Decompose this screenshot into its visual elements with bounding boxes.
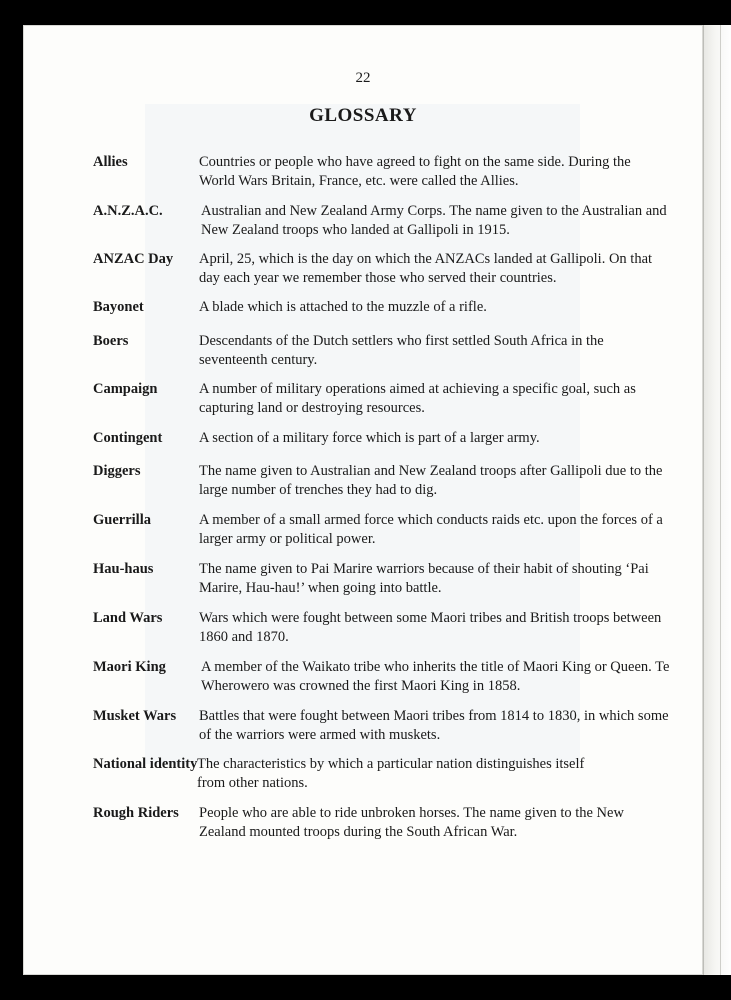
glossary-definition: Descendants of the Dutch settlers who first settled South Africa in the seventeenth century. bbox=[199, 333, 604, 368]
glossary-definition: Battles that were fought between Maori tribes from 1814 to 1830, in which some of the warriors were armed with muskets. bbox=[199, 708, 669, 743]
glossary-definition: Wars which were fought between some Maori tribes and British troops between 1860 and 1870. bbox=[199, 610, 662, 645]
glossary-term: Guerrilla bbox=[93, 512, 151, 528]
glossary-term: ANZAC Day bbox=[93, 251, 174, 267]
glossary-definition: A blade which is attached to the muzzle of a rifle. bbox=[199, 299, 487, 315]
glossary-definition: A member of a small armed force which conducts raids etc. upon the forces of a larger army or political power. bbox=[199, 512, 663, 547]
glossary-definition: The name given to Pai Marire warriors because of their habit of shouting ‘Pai Marire, Hau-hau!’ when going into battle. bbox=[199, 561, 649, 596]
glossary-term: Musket Wars bbox=[93, 708, 177, 724]
glossary-term: Contingent bbox=[93, 430, 163, 446]
glossary-term: Diggers bbox=[93, 463, 141, 479]
glossary-term: Boers bbox=[93, 333, 129, 349]
glossary-definition: A section of a military force which is part of a larger army. bbox=[199, 430, 540, 446]
glossary-term: A.N.Z.A.C. bbox=[93, 203, 163, 219]
glossary-definition: Australian and New Zealand Army Corps. The name given to the Australian and New Zealand troops who landed at Gallipoli in 1915. bbox=[201, 203, 667, 238]
glossary-term: Allies bbox=[93, 154, 128, 170]
glossary-definition: People who are able to ride unbroken horses. The name given to the New Zealand mounted troops during the South African War. bbox=[199, 805, 624, 840]
glossary-definition: Countries or people who have agreed to fight on the same side. During the World Wars Britain, France, etc. were called the Allies. bbox=[199, 154, 631, 189]
page-content bbox=[23, 25, 703, 975]
next-page-edge bbox=[703, 25, 731, 975]
glossary-term: Rough Riders bbox=[93, 805, 179, 821]
glossary-term: Bayonet bbox=[93, 299, 144, 315]
glossary-definition: A member of the Waikato tribe who inherits the title of Maori King or Queen. Te Wherowero was crowned the first Maori King in 1858. bbox=[201, 659, 670, 694]
glossary-term: Hau-haus bbox=[93, 561, 154, 577]
glossary-definition: The name given to Australian and New Zealand troops after Gallipoli due to the large number of trenches they had to dig. bbox=[199, 463, 663, 498]
glossary-term: National identity bbox=[93, 756, 198, 772]
glossary-term: Campaign bbox=[93, 381, 158, 397]
glossary-definition: The characteristics by which a particular nation distinguishes itself from other nations. bbox=[197, 756, 585, 791]
glossary-definition: A number of military operations aimed at achieving a specific goal, such as capturing land or destroying resources. bbox=[199, 381, 636, 416]
page-edge-line bbox=[720, 25, 721, 975]
glossary-term: Land Wars bbox=[93, 610, 163, 626]
glossary-term: Maori King bbox=[93, 659, 166, 675]
page-title: GLOSSARY bbox=[309, 105, 417, 126]
page-number: 22 bbox=[355, 70, 371, 86]
glossary-definition: April, 25, which is the day on which the ANZACs landed at Gallipoli. On that day each year we remember those who served their countries. bbox=[199, 251, 653, 286]
